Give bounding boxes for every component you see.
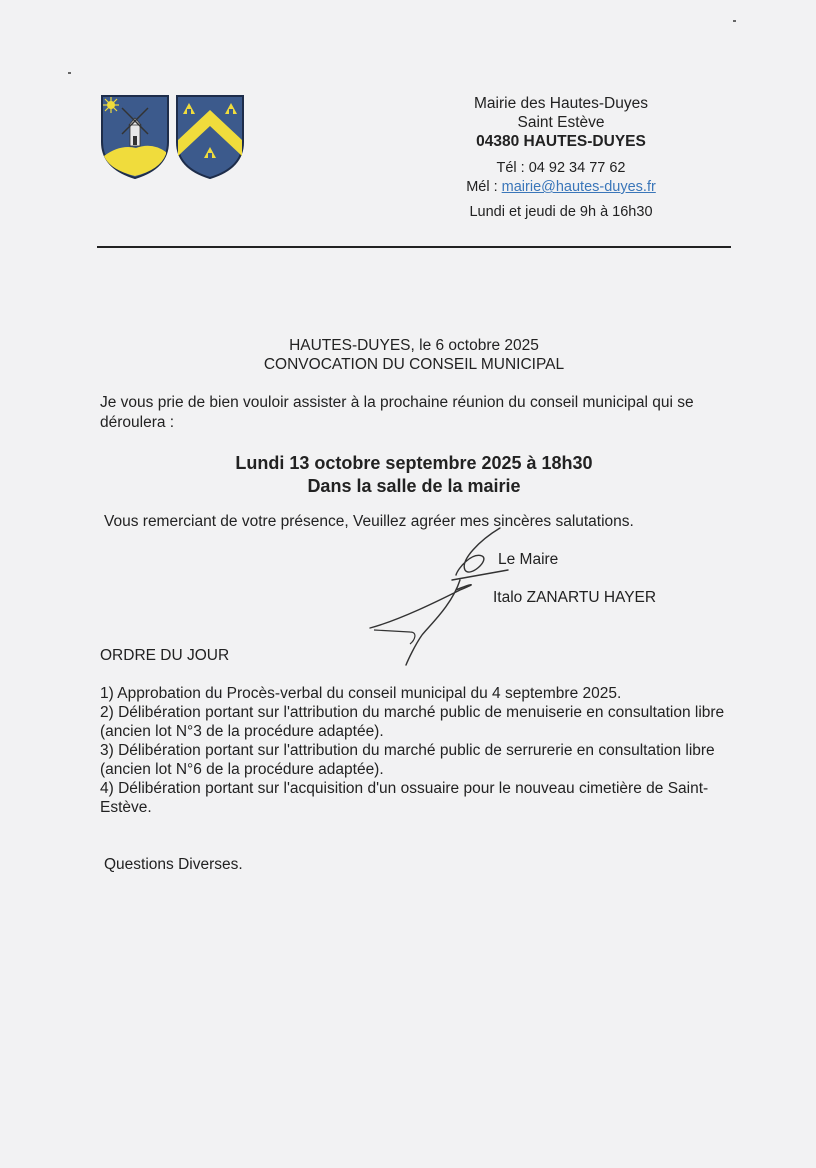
letter-heading xyxy=(100,336,728,374)
chevron-coat-of-arms-icon xyxy=(175,94,245,180)
agenda-item: 4) Délibération portant sur l'acquisition d'un ossuaire pour le nouveau cimetière de Saint-Estève. xyxy=(100,780,709,816)
opening-hours: Lundi et jeudi de 9h à 16h30 xyxy=(469,204,653,220)
phone-number: Tél : 04 92 34 77 62 xyxy=(496,160,626,176)
scan-speck xyxy=(733,20,736,22)
postal-address: 04380 HAUTES-DUYES xyxy=(476,133,646,150)
agenda-item: 2) Délibération portant sur l'attribution du marché public de menuiserie en consultation libre (ancien lot N°3 de la procédure adaptée). xyxy=(100,704,725,740)
email-line xyxy=(420,178,702,197)
signer-name: Italo ZANARTU HAYER xyxy=(493,589,657,606)
meeting-details xyxy=(100,452,728,498)
agenda-item: 3) Délibération portant sur l'attribution du marché public de serrurerie en consultation libre (ancien lot N°6 de la procédure adaptée). xyxy=(100,742,715,778)
meeting-date: Lundi 13 octobre septembre 2025 à 18h30 xyxy=(235,453,593,473)
meeting-place: Dans la salle de la mairie xyxy=(307,476,521,496)
agenda-item: 1) Approbation du Procès-verbal du conseil municipal du 4 septembre 2025. xyxy=(100,685,622,702)
signer-title: Le Maire xyxy=(498,551,559,568)
intro-paragraph: Je vous prie de bien vouloir assister à la prochaine réunion du conseil municipal qui se déroulera : xyxy=(100,394,694,431)
closing-sentence: Vous remerciant de votre présence, Veuillez agréer mes sincères salutations. xyxy=(104,513,634,530)
agenda-heading: ORDRE DU JOUR xyxy=(100,647,230,664)
town-hall-name: Mairie des Hautes-Duyes xyxy=(473,95,648,112)
place-and-date: HAUTES-DUYES, le 6 octobre 2025 xyxy=(289,337,539,354)
scan-speck xyxy=(68,72,71,74)
letter-subject: CONVOCATION DU CONSEIL MUNICIPAL xyxy=(263,356,565,373)
header-divider xyxy=(97,246,731,248)
miscellaneous-questions: Questions Diverses. xyxy=(104,856,243,873)
email-link[interactable]: mairie@hautes-duyes.fr xyxy=(501,179,656,195)
hamlet-name: Saint Estève xyxy=(517,114,605,131)
windmill-coat-of-arms-icon xyxy=(100,94,170,180)
agenda-list xyxy=(100,684,740,817)
town-hall-header xyxy=(420,94,702,222)
email-label: Mél : xyxy=(466,179,502,195)
